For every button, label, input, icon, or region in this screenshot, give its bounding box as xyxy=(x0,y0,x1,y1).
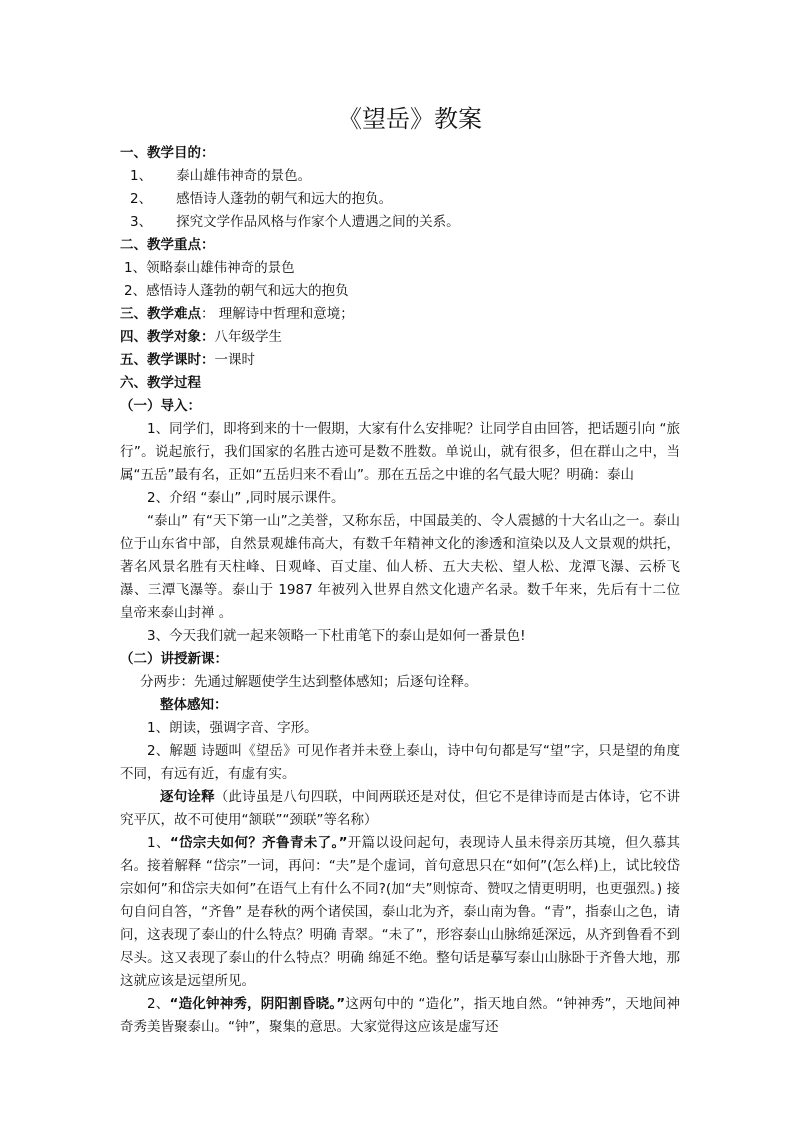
overall-item-2: 2、解题 诗题叫《望岳》可见作者并未登上泰山，诗中句句都是写“望”字，只是望的角度不同，有远有近，有虚有实。 xyxy=(120,743,680,782)
poem-line-quote: “造化钟神秀，阴阳割昏晓。” xyxy=(169,996,346,1012)
section-heading-objectives: 一、教学目的： xyxy=(120,145,215,161)
section-hours xyxy=(120,349,680,372)
intro-paragraph-3: “泰山” 有“天下第一山”之美誉，又称东岳，中国最美的、令人震撼的十大名山之一。泰山位于山东省中部，自然景观雄伟高大，有数千年精神文化的渗透和渲染以及人文景观的烘托，著名风景名胜有天柱峰、日观峰、百丈崖、仙人桥、五大夫松、望人松、龙潭飞瀑、云桥飞瀑、三潭飞瀑等。泰山于 1987 年被列入世界自然文化遗产名录。数千年来，先后有十二位 皇帝来泰山封禅 。 xyxy=(120,513,680,621)
intro-paragraph-4: 3、今天我们就一起来领略一下杜甫笔下的泰山是如何一番景色! xyxy=(147,628,526,644)
intro-paragraph-1: 1、同学们，即将到来的十一假期，大家有什么安排呢？让同学自由回答，把话题引向 “旅行”。说起旅行，我们国家的名胜古迹可是数不胜数。单说山，就有很多，但在群山之中，当属“五岳”最有名，正如“五岳归来不看山”。那在五岳之中谁的名气最大呢？明确：泰山 xyxy=(120,421,680,483)
audience-label: 四、教学对象： xyxy=(120,329,215,345)
difficulty-label: 三、教学难点 xyxy=(120,306,201,322)
hours-label: 五、教学课时： xyxy=(120,352,215,368)
subsection-heading-new-lesson: （二）讲授新课： xyxy=(120,651,228,667)
section-heading-process: 六、教学过程 xyxy=(120,375,201,391)
lesson-intro: 分两步：先通过解题使学生达到整体感知；后逐句诠释。 xyxy=(140,674,478,690)
intro-paragraph-2: 2、介绍 “泰山” ,同时展示课件。 xyxy=(147,490,345,506)
line-explanation-2: 2、“造化钟神秀，阴阳割昏晓。”这两句中的 “造化”，指天地自然。“钟神秀”，天地间神奇秀美皆聚泰山。“钟”，聚集的意思。大家觉得这应该是虚写还 xyxy=(120,996,680,1035)
explanation-text: （此诗虽是八句四联，中间两联还是对仗，但它不是律诗而是古体诗，它不讲究平仄，故不可使用“颔联”“颈联”等名称） xyxy=(120,789,681,828)
audience-text: 八年级学生 xyxy=(214,329,282,345)
section-difficulty xyxy=(120,303,680,326)
objective-item: 2、 感悟诗人蓬勃的朝气和远大的抱负。 xyxy=(130,191,393,207)
difficulty-text: ： 理解诗中哲理和意境； xyxy=(201,306,354,322)
objective-item: 3、 探究文学作品风格与作家个人遭遇之间的关系。 xyxy=(130,214,460,230)
overall-item-1: 1、朗读，强调字音、字形。 xyxy=(147,720,318,736)
section-heading-key-points: 二、教学重点： xyxy=(120,237,215,253)
objective-item: 1、 泰山雄伟神奇的景色。 xyxy=(130,168,312,184)
document-title: 《望岳》教案 xyxy=(338,105,482,133)
explanation-paragraph xyxy=(120,786,680,832)
document-page xyxy=(120,102,680,1039)
hours-text: 一课时 xyxy=(214,352,255,368)
subsection-heading-intro: （一）导入： xyxy=(120,398,201,414)
section-audience xyxy=(120,326,680,349)
explanation-label: 逐句诠释 xyxy=(160,789,215,805)
key-point-item: 1、领略泰山雄伟神奇的景色 xyxy=(124,260,295,276)
key-point-item: 2、感悟诗人蓬勃的朝气和远大的抱负 xyxy=(124,283,349,299)
overall-heading: 整体感知： xyxy=(160,697,228,713)
line-explanation-1: 1、“岱宗夫如何？齐鲁青未了。”开篇以设问起句，表现诗人虽未得亲历其境，但久慕其名。接着解释 “岱宗”一词，再问：“夫”是个虚词，首句意思只在“如何”(怎么样)上，试比较岱宗如何”和岱宗夫如何”在语气上有什么不同?(加“夫”则惊奇、赞叹之情更明明，也更强烈。) 接句自问自答，“齐鲁” 是春秋的两个诸侯国，泰山北为齐，泰山南为鲁。“青”，指泰山之色，请问，这表现了泰山的什么特点？明确 青翠。“未了”，形容泰山山脉绵延深远，从齐到鲁看不到尽头。这又表现了泰山的什么特点？明确 绵延不绝。整句话是摹写泰山山脉卧于齐鲁大地，那这就应该是远望所见。 xyxy=(120,835,681,989)
poem-line-quote: “岱宗夫如何？齐鲁青未了。” xyxy=(169,835,348,851)
